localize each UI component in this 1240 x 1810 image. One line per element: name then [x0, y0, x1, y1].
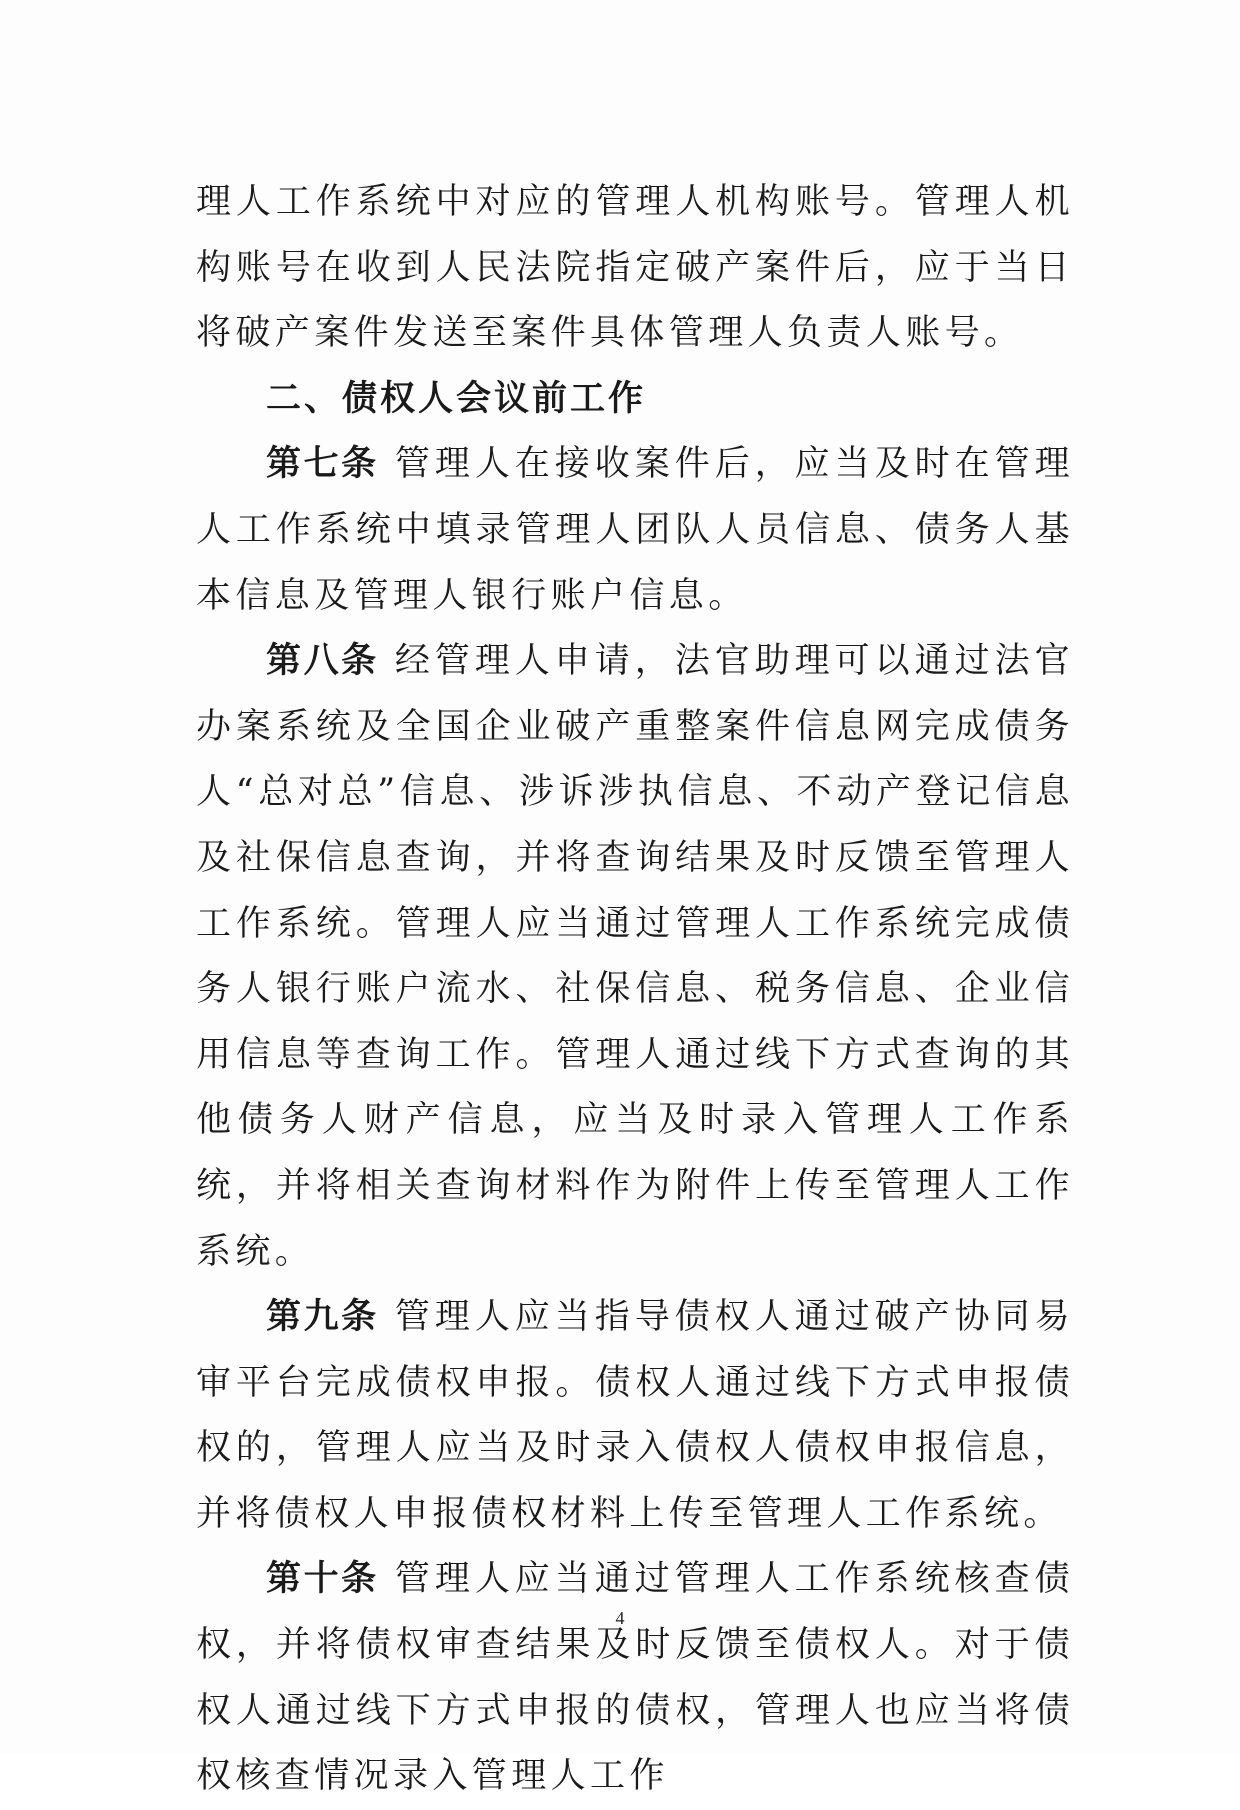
article-10-text: 管理人应当通过管理人工作系统核查债权，并将债权审查结果及时反馈至债权人。对于债权人通过线下方式申报的债权，管理人也应当将债权核查情况录入管理人工作 [196, 1559, 1074, 1797]
article-7 [196, 432, 1074, 629]
article-8-number: 第八条 [266, 641, 379, 682]
article-9-text: 管理人应当指导债权人通过破产协同易审平台完成债权申报。债权人通过线下方式申报债权的，管理人应当及时录入债权人债权申报信息，并将债权人申报债权材料上传至管理人工作系统。 [196, 1297, 1074, 1534]
page-number: 4 [615, 1608, 625, 1628]
article-10-number: 第十条 [266, 1559, 379, 1600]
article-8 [196, 629, 1074, 1285]
article-9-number: 第九条 [266, 1297, 379, 1338]
article-7-text: 管理人在接收案件后，应当及时在管理人工作系统中填录管理人团队人员信息、债务人基本信息及管理人银行账户信息。 [196, 444, 1074, 616]
document-body [196, 170, 1074, 1810]
continuation-paragraph: 理人工作系统中对应的管理人机构账号。管理人机构账号在收到人民法院指定破产案件后，应于当日将破产案件发送至案件具体管理人负责人账号。 [196, 182, 1074, 354]
article-9 [196, 1285, 1074, 1547]
article-7-number: 第七条 [266, 444, 379, 485]
article-10 [196, 1547, 1074, 1809]
article-8-text: 经管理人申请，法官助理可以通过法官办案系统及全国企业破产重整案件信息网完成债务人“总对总”信息、涉诉涉执信息、不动产登记信息及社保信息查询，并将查询结果及时反馈至管理人工作系统。管理人应当通过管理人工作系统完成债务人银行账户流水、社保信息、税务信息、企业信用信息等查询工作。管理人通过线下方式查询的其他债务人财产信息，应当及时录入管理人工作系统，并将相关查询材料作为附件上传至管理人工作系统。 [196, 641, 1074, 1272]
section-heading: 二、债权人会议前工作 [266, 378, 647, 419]
